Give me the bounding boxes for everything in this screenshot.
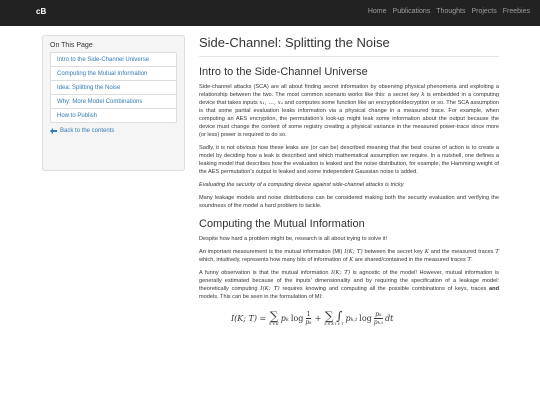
intro-paragraph-2: Sadly, it is not obvious how these leaks are (or can be) described meaning that the best course of action is to create a model by deciding how a leak is described and which mathematical assumption we require. In a nutshell, one defines a leaking model that describes how the evaluation is leaked and the noise distribution, for example, the Hamming weight of the AES permutation’s output is leaked and some independent Gaussian noise is added. [199, 145, 499, 175]
nav-link-thoughts[interactable]: Thoughts [436, 8, 466, 15]
section-heading-intro: Intro to the Side-Channel Universe [199, 66, 368, 78]
toc-item-model-combinations[interactable]: Why: More Model Combinations [50, 94, 177, 109]
intro-paragraph-1: Side-channel attacks (SCA) are all about finding secret information by observing physical phenomena and exploiting a relationship between the two. The most common scenario works like this: a secret key k is embedded in a computing device that takes inputs x₁, …, xₙ and computes some function like an encryption/decryption or so. The SCA assumption is that some partial evaluation leaks information via a physical change in a measured trace. For example, when computing an AES encryption, the permutation’s look-up might leak some information about the output because the device must change the content of some registry creating a physical variance in the measured power-trace since more (or less) power is required to do so. [199, 84, 500, 138]
mi-paragraph-3: A funny observation is that the mutual information I(K; T) is agnostic of the model! However, mutual information is generally estimated because of the inputs’ dimensionality and by requiring the specification of a leakage model: theoretically computing I(K; T) requires knowing and computing all the possible combinations of keys, traces and models. This can be seen in the formulation of MI: [199, 270, 499, 300]
mi-paragraph-1: Despite how hard a problem might be, research is all about trying to solve it! [199, 236, 388, 242]
article [199, 35, 499, 329]
page-title: Side-Channel: Splitting the Noise [199, 35, 499, 57]
toc-item-mutual-information[interactable]: Computing the Mutual Information [50, 66, 177, 81]
nav-link-home[interactable]: Home [367, 8, 387, 15]
nav-link-publications[interactable]: Publications [392, 8, 431, 15]
back-to-contents-label: Back to the contents [60, 128, 115, 134]
on-this-page-panel [42, 35, 185, 171]
nav-link-freebies[interactable]: Freebies [502, 8, 530, 15]
toc-item-how-to-publish[interactable]: How to Publish [50, 108, 177, 123]
section-heading-mutual-information: Computing the Mutual Information [199, 218, 365, 230]
nav-link-projects[interactable]: Projects [471, 8, 497, 15]
intro-paragraph-3: Evaluating the security of a computing device against side-channel attacks is tricky. [199, 182, 405, 188]
toc-item-intro[interactable]: Intro to the Side-Channel Universe [50, 52, 177, 67]
toc-title: On This Page [50, 42, 93, 49]
back-to-contents-link[interactable] [50, 128, 177, 134]
top-navbar [0, 0, 540, 26]
site-brand[interactable]: cB [36, 7, 47, 16]
intro-paragraph-4: Many leakage models and noise distributions can be considered making both the security evaluation and verifying the soundness of the model a hard problem to tackle. [199, 195, 499, 209]
toc-list [50, 52, 177, 123]
toc-item-splitting-noise[interactable]: Idea: Splitting the Noise [50, 80, 177, 95]
nav-links [362, 8, 530, 15]
arrow-left-icon [50, 128, 57, 134]
mi-paragraph-2: An important measurement is the mutual information (MI) I(K; T) between the secret key K and the measured traces T which, intuitively, represents how many bits of information of K are shared/contained in the measured traces T. [199, 249, 499, 263]
mutual-information-formula: I(K; T) = ∑ k ∈ K p k log 1 pk + ∑ k ∈ K ∫ t ∈ T p k,t log pk pk,t dt [231, 308, 394, 326]
